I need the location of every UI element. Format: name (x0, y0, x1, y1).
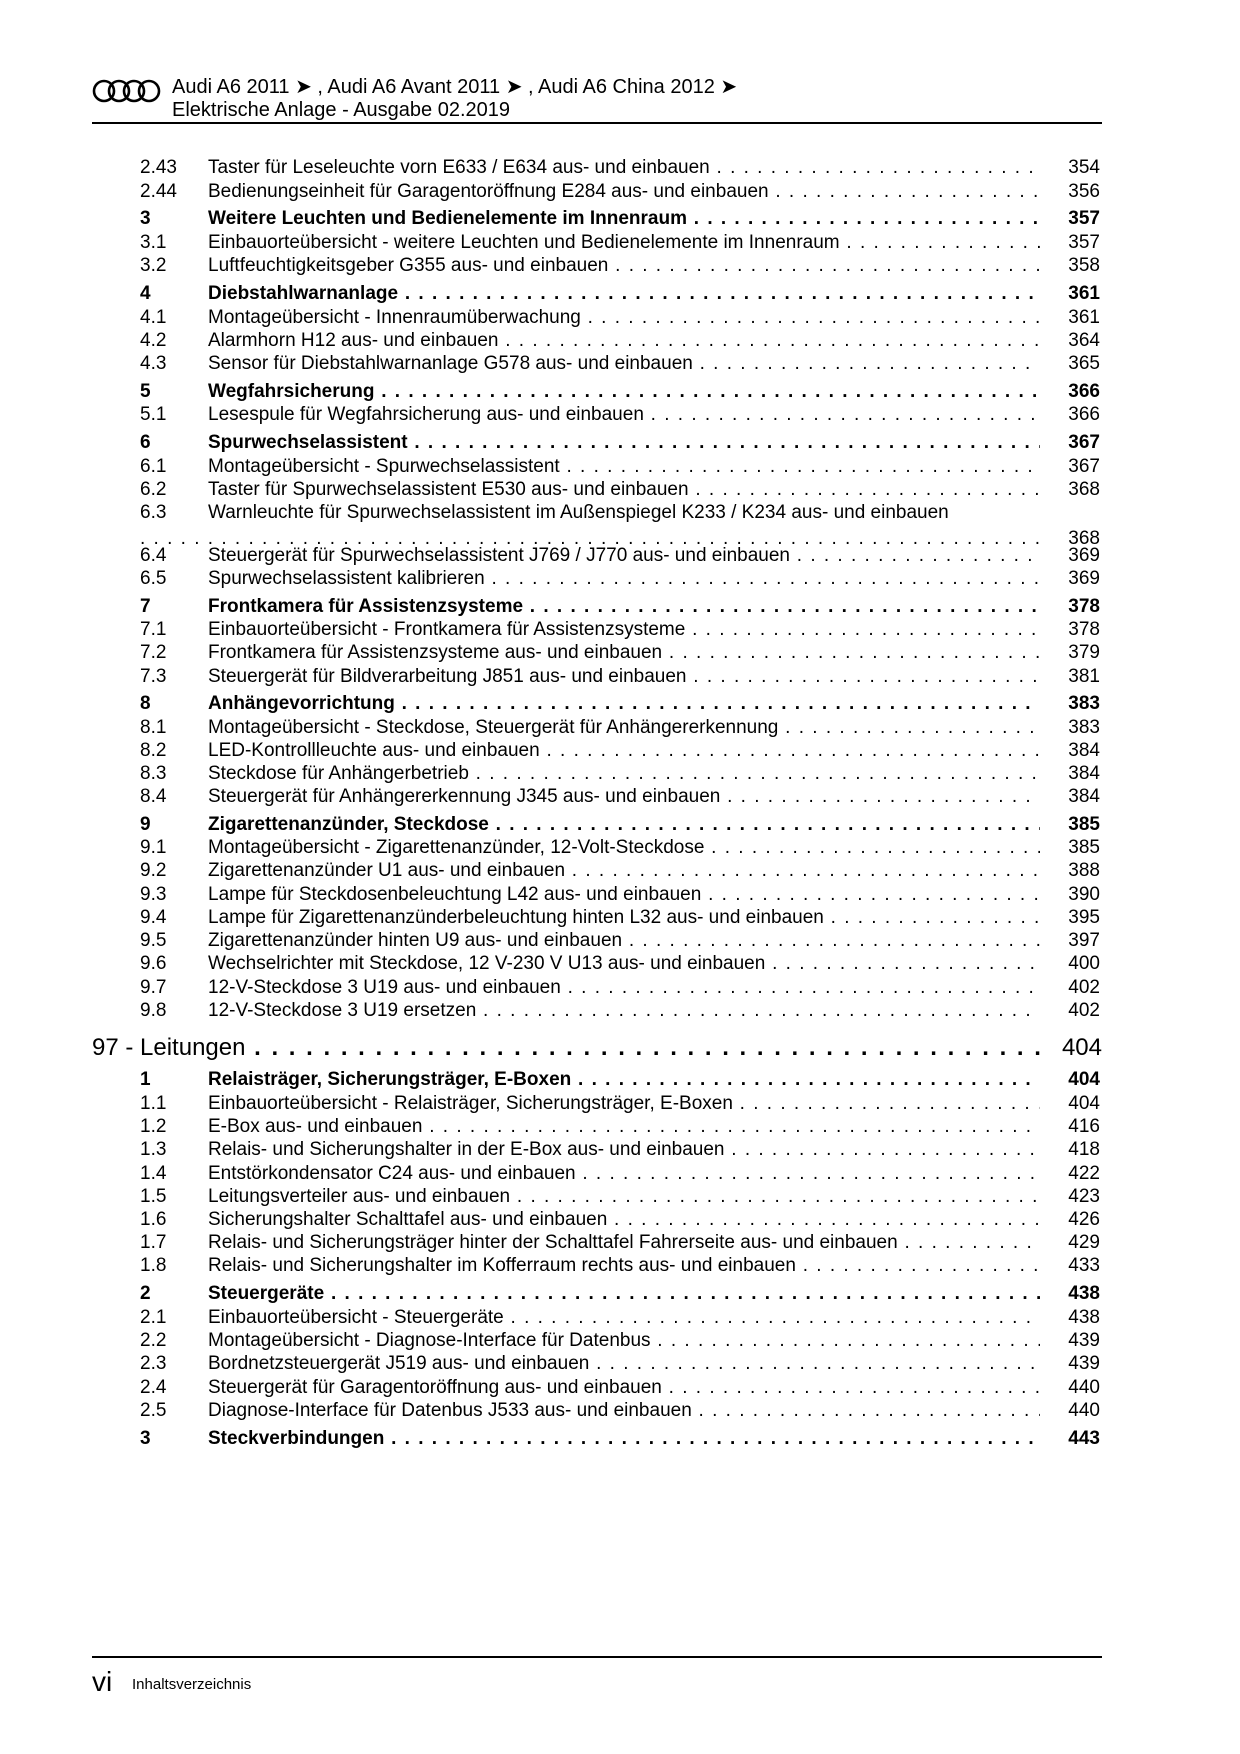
toc-entry-title[interactable]: Lampe für Steckdosenbeleuchtung L42 aus- und einbauen . . . (208, 882, 1040, 908)
toc-entry-number: 7.1 (140, 619, 167, 640)
toc-entry-number: 3 (140, 1428, 151, 1449)
toc-entry-number: 7.2 (140, 642, 167, 663)
toc-section-row[interactable] (140, 1426, 1100, 1452)
toc-entry-title[interactable]: Leitungsverteiler aus- und einbauen . . . (208, 1184, 1040, 1210)
toc-entry-title[interactable]: Wechselrichter mit Steckdose, 12 V-230 V U13 aus- und einbauen . . . (208, 951, 1040, 977)
toc-section-row[interactable] (140, 1067, 1100, 1093)
toc-entry-page: 440 (1068, 1377, 1100, 1398)
toc-entry-page: 368 (1068, 479, 1100, 500)
toc-entry-row[interactable] (140, 1253, 1100, 1279)
toc-entry-title[interactable]: Montageübersicht - Zigarettenanzünder, 12-Volt-Steckdose . . . (208, 835, 1040, 861)
toc-entry-number: 2.3 (140, 1353, 167, 1374)
toc-entry-page: 383 (1068, 693, 1100, 714)
toc-entry-number: 9.7 (140, 977, 167, 998)
toc-entry-title[interactable]: Wegfahrsicherung . . . (208, 379, 1040, 405)
toc-entry-title[interactable]: Weitere Leuchten und Bedienelemente im Innenraum . . . (208, 206, 1040, 232)
footer-section-label: Inhaltsverzeichnis (132, 1676, 252, 1693)
toc-entry-page: 378 (1068, 596, 1100, 617)
toc-entry-title[interactable]: Zigarettenanzünder hinten U9 aus- und einbauen . . . (208, 928, 1040, 954)
toc-entry-page: 422 (1068, 1163, 1100, 1184)
toc-entry-title[interactable]: Relaisträger, Sicherungsträger, E-Boxen . . . (208, 1067, 1040, 1093)
header-vehicle-models: Audi A6 2011 ➤ , Audi A6 Avant 2011 ➤ , Audi A6 China 2012 ➤ (172, 76, 738, 98)
toc-entry-number: 2.1 (140, 1307, 167, 1328)
toc-entry-title[interactable]: Spurwechselassistent kalibrieren . . . (208, 566, 1040, 592)
toc-entry-number: 4.1 (140, 307, 167, 328)
toc-entry-page: 385 (1068, 814, 1100, 835)
toc-entry-number: 9 (140, 814, 151, 835)
toc-entry-number: 9.8 (140, 1000, 167, 1021)
toc-section-row[interactable] (140, 691, 1100, 717)
toc-entry-title[interactable]: Steckverbindungen . . . (208, 1426, 1040, 1452)
toc-entry-title[interactable]: Zigarettenanzünder, Steckdose . . . (208, 812, 1040, 838)
toc-entry-row[interactable] (140, 253, 1100, 279)
toc-entry-number: 4 (140, 283, 151, 304)
toc-entry-page: 364 (1068, 330, 1100, 351)
toc-entry-row[interactable] (140, 351, 1100, 377)
toc-entry-number: 1.1 (140, 1093, 167, 1114)
toc-entry-row[interactable] (140, 566, 1100, 592)
toc-entry-page: 404 (1068, 1093, 1100, 1114)
toc-entry-page: 423 (1068, 1186, 1100, 1207)
toc-entry-number: 9.4 (140, 907, 167, 928)
toc-entry-number: 9.1 (140, 837, 167, 858)
toc-entry-page: 429 (1068, 1232, 1100, 1253)
toc-entry-number: 9.6 (140, 953, 167, 974)
toc-entry-title[interactable]: Steuergerät für Bildverarbeitung J851 aus- und einbauen . . . (208, 664, 1040, 690)
toc-entry-title[interactable]: Frontkamera für Assistenzsysteme . . . (208, 594, 1040, 620)
toc-entry-title[interactable]: Montageübersicht - Spurwechselassistent . . . (208, 454, 1040, 480)
toc-entry-page: 356 (1068, 181, 1100, 202)
toc-entry-number: 8.3 (140, 763, 167, 784)
toc-entry-title[interactable]: Frontkamera für Assistenzsysteme aus- und einbauen . . . (208, 640, 1040, 666)
toc-entry-row[interactable] (140, 640, 1100, 666)
toc-entry-row[interactable] (140, 858, 1100, 884)
toc-entry-page: 397 (1068, 930, 1100, 951)
toc-entry-page: 438 (1068, 1283, 1100, 1304)
toc-entry-number: 1.4 (140, 1163, 167, 1184)
toc-section-row[interactable] (140, 1281, 1100, 1307)
toc-entry-title[interactable]: 12-V-Steckdose 3 U19 ersetzen . . . (208, 998, 1040, 1024)
toc-entry-number: 2.44 (140, 181, 177, 202)
toc-section-row[interactable] (140, 430, 1100, 456)
toc-entry-page: 404 (1068, 1069, 1100, 1090)
toc-entry-number: 5.1 (140, 404, 167, 425)
toc-entry-number: 2.4 (140, 1377, 167, 1398)
toc-entry-page: 438 (1068, 1307, 1100, 1328)
toc-entry-page: 378 (1068, 619, 1100, 640)
toc-entry-number: 6.4 (140, 545, 167, 566)
toc-entry-row[interactable] (140, 179, 1100, 205)
toc-entry-page: 361 (1068, 307, 1100, 328)
toc-entry-title[interactable]: Steuergerät für Spurwechselassistent J769 / J770 aus- und einbauen . . . (208, 543, 1040, 569)
toc-entry-title[interactable]: E-Box aus- und einbauen . . . (208, 1114, 1040, 1140)
toc-entry-title[interactable]: Steuergerät für Garagentoröffnung aus- und einbauen . . . (208, 1375, 1040, 1401)
toc-entry-number: 3.1 (140, 232, 167, 253)
toc-entry-number: 2.2 (140, 1330, 167, 1351)
toc-entry-title[interactable]: Montageübersicht - Diagnose-Interface für Datenbus . . . (208, 1328, 1040, 1354)
toc-section-row[interactable] (140, 281, 1100, 307)
toc-chapter-page: 404 (1061, 1034, 1102, 1061)
toc-entry-page: 426 (1068, 1209, 1100, 1230)
toc-entry-page: 367 (1068, 432, 1100, 453)
toc-entry-title[interactable]: Warnleuchte für Spurwechselassistent im Außenspiegel K233 / K234 aus- und einbauen (208, 502, 949, 523)
toc-entry-number: 1 (140, 1069, 151, 1090)
toc-entry-number: 7.3 (140, 666, 167, 687)
header-edition: Elektrische Anlage - Ausgabe 02.2019 (172, 99, 511, 121)
toc-entry-page: 369 (1068, 568, 1100, 589)
toc-entry-number: 4.3 (140, 353, 167, 374)
toc-entry-number: 6.3 (140, 502, 167, 523)
toc-entry-number: 9.3 (140, 884, 167, 905)
toc-entry-title[interactable]: Entstörkondensator C24 aus- und einbauen . . . (208, 1161, 1040, 1187)
toc-entry-row[interactable] (140, 402, 1100, 428)
toc-entry-title[interactable]: Anhängevorrichtung . . . (208, 691, 1040, 717)
toc-entry-page: 439 (1068, 1330, 1100, 1351)
toc-entry-title[interactable]: Taster für Leseleuchte vorn E633 / E634 aus- und einbauen . . . (208, 155, 1040, 181)
toc-entry-title[interactable]: Sicherungshalter Schalttafel aus- und einbauen . . . (208, 1207, 1040, 1233)
toc-entry-page: 384 (1068, 763, 1100, 784)
toc-entry-title[interactable]: Einbauorteübersicht - Frontkamera für Assistenzsysteme . . . (208, 617, 1040, 643)
toc-entry-page: 395 (1068, 907, 1100, 928)
toc-entry-title[interactable]: Diagnose-Interface für Datenbus J533 aus- und einbauen . . . (208, 1398, 1040, 1424)
toc-entry-number: 6.5 (140, 568, 167, 589)
toc-entry-row[interactable] (140, 998, 1100, 1024)
footer-page-number: vi (92, 1666, 113, 1697)
toc-entry-title[interactable]: Bedienungseinheit für Garagentoröffnung E284 aus- und einbauen . . . (208, 179, 1040, 205)
toc-entry-page: 390 (1068, 884, 1100, 905)
toc-section-row[interactable] (140, 206, 1100, 232)
toc-entry-number: 1.2 (140, 1116, 167, 1137)
toc-entry-number: 6 (140, 432, 151, 453)
toc-entry-title[interactable]: Taster für Spurwechselassistent E530 aus- und einbauen . . . (208, 477, 1040, 503)
toc-entry-page: 379 (1068, 642, 1100, 663)
toc-entry-title[interactable]: Relais- und Sicherungsträger hinter der Schalttafel Fahrerseite aus- und einbauen . . . (208, 1230, 1040, 1256)
toc-entry-number: 5 (140, 381, 151, 402)
toc-entry-page: 383 (1068, 717, 1100, 738)
toc-entry-row[interactable] (140, 1398, 1100, 1424)
toc-entry-number: 3 (140, 208, 151, 229)
toc-entry-title[interactable]: Einbauorteübersicht - Relaisträger, Sicherungsträger, E-Boxen . . . (208, 1091, 1040, 1117)
toc-entry-number: 8.2 (140, 740, 167, 761)
toc-entry-page: 367 (1068, 456, 1100, 477)
toc-entry-title[interactable]: Montageübersicht - Steckdose, Steuergerät für Anhängererkennung . . . (208, 715, 1040, 741)
toc-entry-title[interactable]: Einbauorteübersicht - weitere Leuchten und Bedienelemente im Innenraum . . . (208, 230, 1040, 256)
toc-entry-title[interactable]: Bordnetzsteuergerät J519 aus- und einbauen . . . (208, 1351, 1040, 1377)
toc-entry-title[interactable]: Alarmhorn H12 aus- und einbauen . . . (208, 328, 1040, 354)
toc-entry-row[interactable] (140, 664, 1100, 690)
toc-entry-page: 369 (1068, 545, 1100, 566)
toc-entry-number: 2.5 (140, 1400, 167, 1421)
toc-entry-title[interactable]: Relais- und Sicherungshalter in der E-Box aus- und einbauen . . . (208, 1137, 1040, 1163)
toc-entry-page: 385 (1068, 837, 1100, 858)
toc-entry-number: 1.6 (140, 1209, 167, 1230)
toc-entry-title[interactable]: Steckdose für Anhängerbetrieb . . . (208, 761, 1040, 787)
toc-entry-page: 416 (1068, 1116, 1100, 1137)
toc-entry-page: 381 (1068, 666, 1100, 687)
toc-entry-page: 357 (1068, 208, 1100, 229)
toc-entry-title[interactable]: Lampe für Zigarettenanzünderbeleuchtung hinten L32 aus- und einbauen . . . (208, 905, 1040, 931)
toc-entry-page: 361 (1068, 283, 1100, 304)
toc-entry-title[interactable]: Zigarettenanzünder U1 aus- und einbauen . . . (208, 858, 1040, 884)
toc-entry-number: 4.2 (140, 330, 167, 351)
toc-entry-page: 418 (1068, 1139, 1100, 1160)
toc-entry-number: 6.1 (140, 456, 167, 477)
toc-entry-title[interactable]: Diebstahlwarnanlage . . . (208, 281, 1040, 307)
toc-entry-title[interactable]: Steuergerät für Anhängererkennung J345 aus- und einbauen . . . (208, 784, 1040, 810)
toc-entry-row[interactable] (140, 1137, 1100, 1163)
toc-entry-row[interactable] (140, 951, 1100, 977)
toc-entry-title[interactable]: Montageübersicht - Innenraumüberwachung . . . (208, 305, 1040, 331)
toc-entry-page: 433 (1068, 1255, 1100, 1276)
toc-entry-page: 384 (1068, 740, 1100, 761)
toc-entry-title[interactable]: Spurwechselassistent . . . (208, 430, 1040, 456)
toc-entry-page: 365 (1068, 353, 1100, 374)
toc-chapter-title[interactable]: 97 - Leitungen . . . (92, 1032, 1052, 1064)
toc-entry-number: 7 (140, 596, 151, 617)
toc-entry-page: 400 (1068, 953, 1100, 974)
toc-entry-title[interactable]: Einbauorteübersicht - Steuergeräte . . . (208, 1305, 1040, 1331)
toc-entry-page: 354 (1068, 157, 1100, 178)
toc-entry-number: 1.5 (140, 1186, 167, 1207)
toc-entry-page: 443 (1068, 1428, 1100, 1449)
toc-entry-row[interactable] (140, 784, 1100, 810)
toc-entry-page: 402 (1068, 977, 1100, 998)
toc-entry-page: 440 (1068, 1400, 1100, 1421)
toc-entry-page: 402 (1068, 1000, 1100, 1021)
toc-entry-number: 9.5 (140, 930, 167, 951)
toc-entry-number: 1.8 (140, 1255, 167, 1276)
toc-entry-title[interactable]: Steuergeräte . . . (208, 1281, 1040, 1307)
toc-entry-number: 1.3 (140, 1139, 167, 1160)
toc-entry-page: 358 (1068, 255, 1100, 276)
toc-entry-page: 439 (1068, 1353, 1100, 1374)
toc-entry-number: 1.7 (140, 1232, 167, 1253)
toc-entry-number: 2 (140, 1283, 151, 1304)
toc-entry-page: 357 (1068, 232, 1100, 253)
page-footer (92, 1656, 1102, 1697)
toc-entry-row[interactable] (140, 1351, 1100, 1377)
toc-entry-title[interactable]: Relais- und Sicherungshalter im Kofferraum rechts aus- und einbauen . . . (208, 1253, 1040, 1279)
toc-entry-number: 3.2 (140, 255, 167, 276)
toc-entry-number: 8.1 (140, 717, 167, 738)
toc-entry-page: 384 (1068, 786, 1100, 807)
toc-chapter-row[interactable] (92, 1032, 1102, 1064)
toc-entry-page: 388 (1068, 860, 1100, 881)
toc-entry-number: 2.43 (140, 157, 177, 178)
toc-entry-number: 9.2 (140, 860, 167, 881)
toc-entry-title[interactable]: 12-V-Steckdose 3 U19 aus- und einbauen . . . (208, 975, 1040, 1001)
toc-entry-page: 366 (1068, 381, 1100, 402)
toc-entry-page: 366 (1068, 404, 1100, 425)
toc-entry-title[interactable]: Sensor für Diebstahlwarnanlage G578 aus- und einbauen . . . (208, 351, 1040, 377)
toc-entry-title[interactable]: Luftfeuchtigkeitsgeber G355 aus- und einbauen . . . (208, 253, 1040, 279)
toc-entry-number: 8 (140, 693, 151, 714)
toc-entry-page: 368 (1068, 528, 1100, 549)
toc-entry-title[interactable]: LED-Kontrollleuchte aus- und einbauen . . . (208, 738, 1040, 764)
toc-entry-number: 8.4 (140, 786, 167, 807)
toc-entry-row[interactable] (140, 155, 1100, 181)
toc-entry-number: 6.2 (140, 479, 167, 500)
toc-entry-title[interactable]: Lesespule für Wegfahrsicherung aus- und einbauen . . . (208, 402, 1040, 428)
